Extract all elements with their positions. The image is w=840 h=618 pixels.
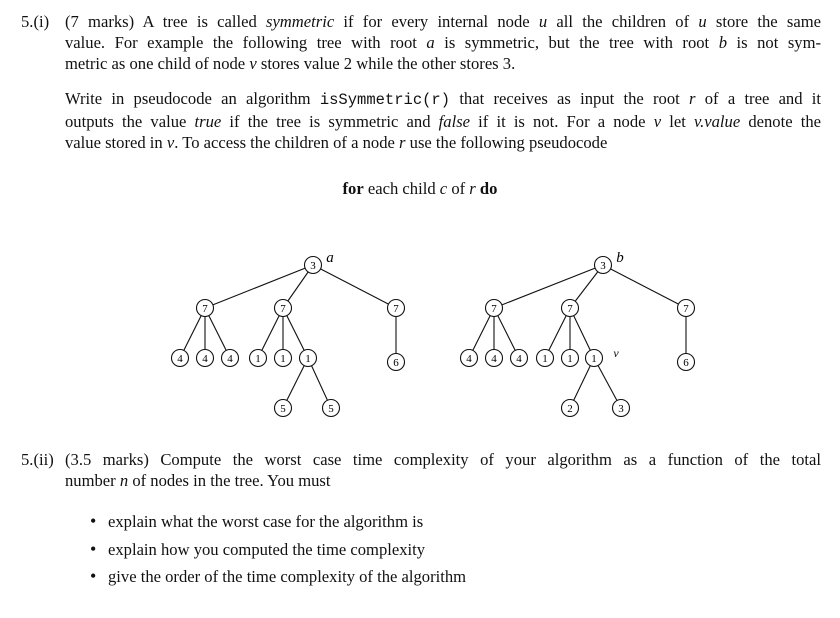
svg-text:2: 2 xyxy=(567,403,573,415)
tree-node xyxy=(613,400,630,417)
question-number: 5.(ii) xyxy=(21,450,54,469)
svg-text:4: 4 xyxy=(516,353,522,365)
svg-text:4: 4 xyxy=(491,353,497,365)
svg-text:4: 4 xyxy=(227,353,233,365)
tree-node xyxy=(197,300,214,317)
question-5i xyxy=(21,11,821,74)
tree-node xyxy=(562,300,579,317)
svg-text:6: 6 xyxy=(393,357,399,369)
svg-text:3: 3 xyxy=(618,403,624,415)
tree-diagrams xyxy=(0,240,840,430)
root-label-a: a xyxy=(326,250,334,266)
svg-text:7: 7 xyxy=(491,303,497,315)
tree-a-edges xyxy=(180,265,396,408)
tree-node xyxy=(388,354,405,371)
instr-line-2: outputs the value true if the tree is symmetric and false if it is not. For a node v let v.value denote the xyxy=(65,112,821,131)
tree-node xyxy=(562,350,579,367)
svg-text:1: 1 xyxy=(255,353,261,365)
tree-node xyxy=(595,257,612,274)
question-number: 5.(i) xyxy=(21,12,50,31)
tree-node xyxy=(678,354,695,371)
instr-line-1: Write in pseudocode an algorithm isSymmetric(r) that receives as input the root r of a tree and it xyxy=(65,89,821,109)
tree-node xyxy=(250,350,267,367)
q5i-line-2: value. For example the following tree with root a is symmetric, but the tree with root b is not sym- xyxy=(65,33,822,52)
list-item: • give the order of the time complexity of the algorithm xyxy=(88,563,466,591)
svg-text:7: 7 xyxy=(202,303,208,315)
tree-node xyxy=(300,350,317,367)
svg-text:4: 4 xyxy=(466,353,472,365)
tree-node xyxy=(537,350,554,367)
node-v-label: v xyxy=(613,346,619,360)
tree-node xyxy=(323,400,340,417)
svg-text:7: 7 xyxy=(280,303,286,315)
svg-text:1: 1 xyxy=(542,353,548,365)
list-item: • explain what the worst case for the algorithm is xyxy=(88,508,466,536)
tree-node xyxy=(486,300,503,317)
tree-node xyxy=(562,400,579,417)
svg-text:7: 7 xyxy=(683,303,689,315)
tree-node xyxy=(275,350,292,367)
svg-text:1: 1 xyxy=(567,353,573,365)
svg-text:7: 7 xyxy=(567,303,573,315)
svg-text:1: 1 xyxy=(305,353,311,365)
svg-text:6: 6 xyxy=(683,357,689,369)
svg-text:7: 7 xyxy=(393,303,399,315)
pseudocode-line: for each child c of r do xyxy=(342,179,498,198)
pseudocode-instruction xyxy=(21,88,821,153)
q5ii-line-1: (3.5 marks) Compute the worst case time complexity of your algorithm as a function of the total xyxy=(65,450,821,469)
svg-text:5: 5 xyxy=(280,403,286,415)
svg-text:4: 4 xyxy=(177,353,183,365)
svg-text:1: 1 xyxy=(280,353,286,365)
instr-line-3: value stored in v. To access the children of a node r use the following pseudocode xyxy=(65,133,608,152)
tree-node xyxy=(305,257,322,274)
svg-text:5: 5 xyxy=(328,403,334,415)
tree-node xyxy=(275,300,292,317)
tree-node xyxy=(197,350,214,367)
tree-node xyxy=(172,350,189,367)
tree-node xyxy=(511,350,528,367)
svg-text:3: 3 xyxy=(310,260,316,272)
question-5ii xyxy=(21,449,821,491)
tree-node xyxy=(388,300,405,317)
tree-b-edges xyxy=(469,265,686,408)
q5i-line-3: metric as one child of node v stores value 2 while the other stores 3. xyxy=(65,54,516,73)
requirements-list xyxy=(88,508,466,591)
tree-node xyxy=(678,300,695,317)
tree-node xyxy=(461,350,478,367)
q5ii-line-2: number n of nodes in the tree. You must xyxy=(65,471,331,490)
svg-text:4: 4 xyxy=(202,353,208,365)
tree-node xyxy=(586,350,603,367)
q5i-line-1: (7 marks) A tree is called symmetric if for every internal node u all the children of u store the same xyxy=(65,12,821,31)
tree-node xyxy=(275,400,292,417)
svg-text:1: 1 xyxy=(591,353,597,365)
tree-node xyxy=(486,350,503,367)
tree-node xyxy=(222,350,239,367)
list-item: • explain how you computed the time complexity xyxy=(88,536,466,564)
root-label-b: b xyxy=(616,250,624,266)
svg-text:3: 3 xyxy=(600,260,606,272)
